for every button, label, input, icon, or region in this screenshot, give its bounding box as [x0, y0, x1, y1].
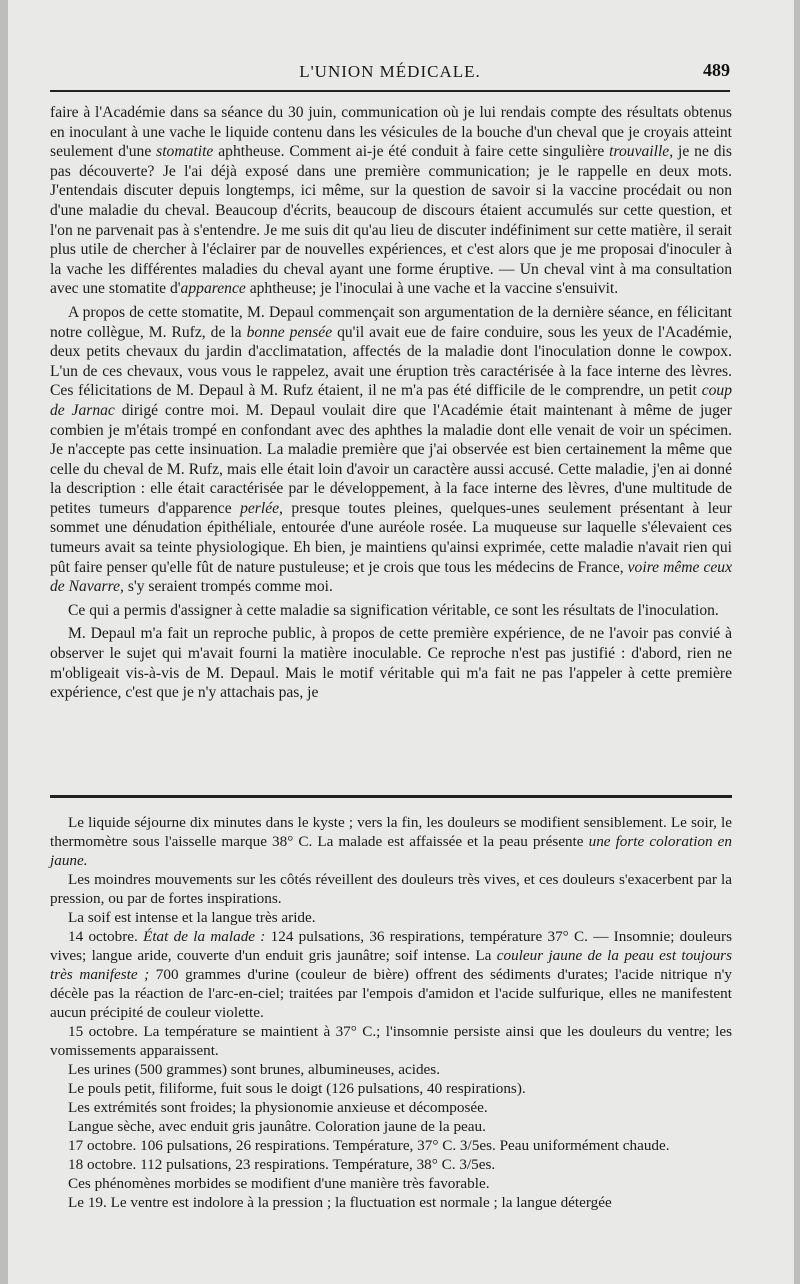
text-run: Le liquide séjourne dix minutes dans le kyste ; vers la fin, les douleurs se modifient sensiblement. Le soir, le thermomètre sous l'aisselle marque 38° C. La malade est affaissée et la peau présente [50, 814, 732, 850]
italic-text: perlée, [240, 499, 283, 517]
paragraph [50, 624, 732, 702]
text-run: Le pouls petit, filiforme, fuit sous le doigt (126 pulsations, 40 respirations). [68, 1080, 526, 1097]
running-header [50, 58, 730, 86]
note-paragraph [50, 813, 732, 870]
text-run: qu'il avait eue de faire conduire, sous les yeux de l'Académie, deux petits chevaux du jardin d'acclimatation, affectés de la maladie dont l'inoculation donne le cowpox. L'un de ces chevaux, vous vous le rappelez, avait une éruption très caractérisée à la face interne des lèvres. Ces félicitations de M. Depaul à M. Rufz étaient, il ne m'a pas été difficile de le comprendre, un petit [50, 323, 732, 400]
text-run: Le 19. Le ventre est indolore à la pression ; la fluctuation est normale ; la langue détergée [68, 1194, 612, 1211]
note-paragraph [50, 1174, 732, 1193]
journal-title: L'UNION MÉDICALE. [299, 62, 481, 81]
text-run: Ces phénomènes morbides se modifient d'une manière très favorable. [68, 1175, 490, 1192]
italic-text: bonne pensée [246, 323, 333, 341]
paragraph [50, 103, 732, 299]
note-paragraph [50, 1022, 732, 1060]
header-rule [50, 90, 730, 92]
text-run: La soif est intense et la langue très aride. [68, 909, 316, 926]
text-run: Ce qui a permis d'assigner à cette maladie sa signification véritable, ce sont les résultats de l'inoculation. [68, 601, 719, 619]
journal-page [8, 0, 794, 1284]
page-number: 489 [703, 60, 730, 80]
note-paragraph [50, 1193, 732, 1212]
italic-text: coup de Jarnac [50, 382, 732, 419]
text-run: 700 grammes d'urine (couleur de bière) offrent des sédiments d'urates; l'acide nitrique n'y décèle pas la réaction de l'arc-en-ciel; traitées par l'empois d'amidon et l'acide sulfurique, elles ne manifestent aucun précipité de couleur violette. [50, 966, 732, 1021]
italic-text: apparence [180, 280, 246, 298]
paragraph [50, 601, 732, 621]
text-run: Les extrémités sont froides; la physionomie anxieuse et décomposée. [68, 1099, 488, 1116]
note-paragraph [50, 1060, 732, 1079]
note-paragraph [50, 1117, 732, 1136]
text-run: M. Depaul m'a fait un reproche public, à propos de cette première expérience, de ne l'avoir pas convié à observer le sujet qui m'avait fourni la matière inoculable. Ce reproche n'est pas justifié : d'abord, rien ne m'obligeait vis-à-vis de M. Depaul. Mais le motif véritable qui m'a fait ne pas l'appeler à cette première expérience, c'est que je n'y attachais pas, je [50, 625, 732, 702]
italic-text: une forte coloration en jaune. [50, 833, 732, 869]
text-run: Langue sèche, avec enduit gris jaunâtre. Coloration jaune de la peau. [68, 1118, 486, 1135]
note-paragraph [50, 1098, 732, 1117]
note-paragraph [50, 870, 732, 908]
paragraph [50, 303, 732, 597]
text-run: Les urines (500 grammes) sont brunes, albumineuses, acides. [68, 1061, 441, 1078]
text-run: s'y seraient trompés comme moi. [123, 578, 333, 596]
clinical-notes [50, 813, 732, 1212]
italic-text: voire même ceux de Navarre, [50, 558, 733, 596]
italic-text: couleur jaune de la peau est toujours très manifeste ; [50, 947, 732, 983]
footnote-rule [50, 795, 732, 798]
text-run: presque toutes pleines, quelques-unes seulement présentant à leur sommet une dénudation épithéliale, entourée d'une auréole rosée. La muqueuse sur laquelle s'élevaient ces tumeurs avait sa teinte physiologique. Eh bien, je maintiens qu'ainsi exprimée, cette maladie n'avait rien qui pût faire penser qu'elle fût de nature pustuleuse; et je crois que tous les médecins de France, [50, 499, 732, 576]
text-run: aphtheuse; je l'inoculai à une vache et la vaccine s'ensuivit. [245, 280, 619, 298]
note-paragraph [50, 1136, 732, 1155]
text-run: 17 octobre. 106 pulsations, 26 respirations. Température, 37° C. 3/5es. Peau uniformément chaude. [68, 1137, 670, 1154]
text-run: faire à l'Académie dans sa séance du 30 juin, communication où je lui rendais compte des résultats obtenus en inoculant à une vache le liquide contenu dans les vésicules de la bouche d'un cheval que je croyais atteint seulement d'une [50, 104, 732, 161]
note-paragraph [50, 1155, 732, 1174]
note-paragraph [50, 927, 732, 1022]
text-run: aphtheuse. Comment ai-je été conduit à faire cette singulière [213, 143, 610, 161]
text-run: dirigé contre moi. M. Depaul voulait dire que l'Académie était maintenant à même de juger combien je m'étais trompé en confondant avec des aphthes la maladie dont elle venait de voir un spécimen. Je n'accepte pas cette insinuation. La maladie première que j'ai observée est bien certainement la même que celle du cheval de M. Rufz, mais elle était loin d'avoir un caractère aussi accusé. Cette maladie, j'en ai donné la description : elle était caractérisée par le développement, à la face interne des lèvres, d'une multitude de petites tumeurs d'apparence [50, 401, 732, 517]
italic-text: trouvaille, [609, 143, 674, 161]
text-run: 15 octobre. La température se maintient à 37° C.; l'insomnie persiste ainsi que les douleurs du ventre; les vomissements apparaissent. [50, 1023, 732, 1059]
text-run: je ne dis pas découverte? Je l'ai déjà exposé dans une première communication; je le rappelle en deux mots. J'entendais discuter depuis longtemps, ici même, sur la question de savoir si la vaccine procédait ou non d'une maladie du cheval. Beaucoup d'écrits, beaucoup de discours étaient accumulés sur cette question, et l'on ne parvenait pas à s'entendre. Je me suis dit qu'au lieu de discuter indéfiniment sur cette matière, il serait plus utile de chercher à l'éclairer par de nouvelles expériences, et c'est alors que je me proposai d'inoculer à la vache les différentes maladies du cheval ayant une forme éruptive. — Un cheval vint à ma consultation avec une stomatite d' [50, 143, 732, 298]
text-run: 18 octobre. 112 pulsations, 23 respirations. Température, 38° C. 3/5es. [68, 1156, 496, 1173]
main-text [50, 103, 732, 703]
note-paragraph [50, 1079, 732, 1098]
text-run: A propos de cette stomatite, M. Depaul commençait son argumentation de la dernière séance, en félicitant notre collègue, M. Rufz, de la [50, 303, 732, 341]
text-run: 14 octobre. [68, 928, 144, 945]
text-run: Les moindres mouvements sur les côtés réveillent des douleurs très vives, et ces douleurs s'exacerbent par la pression, ou par de fortes inspirations. [50, 871, 732, 907]
italic-text: État de la malade : [143, 928, 266, 945]
italic-text: stomatite [156, 143, 214, 161]
note-paragraph [50, 908, 732, 927]
text-run: 124 pulsations, 36 respirations, température 37° C. — Insomnie; douleurs vives; langue aride, couverte d'un enduit gris jaunâtre; soif intense. La [50, 928, 732, 964]
